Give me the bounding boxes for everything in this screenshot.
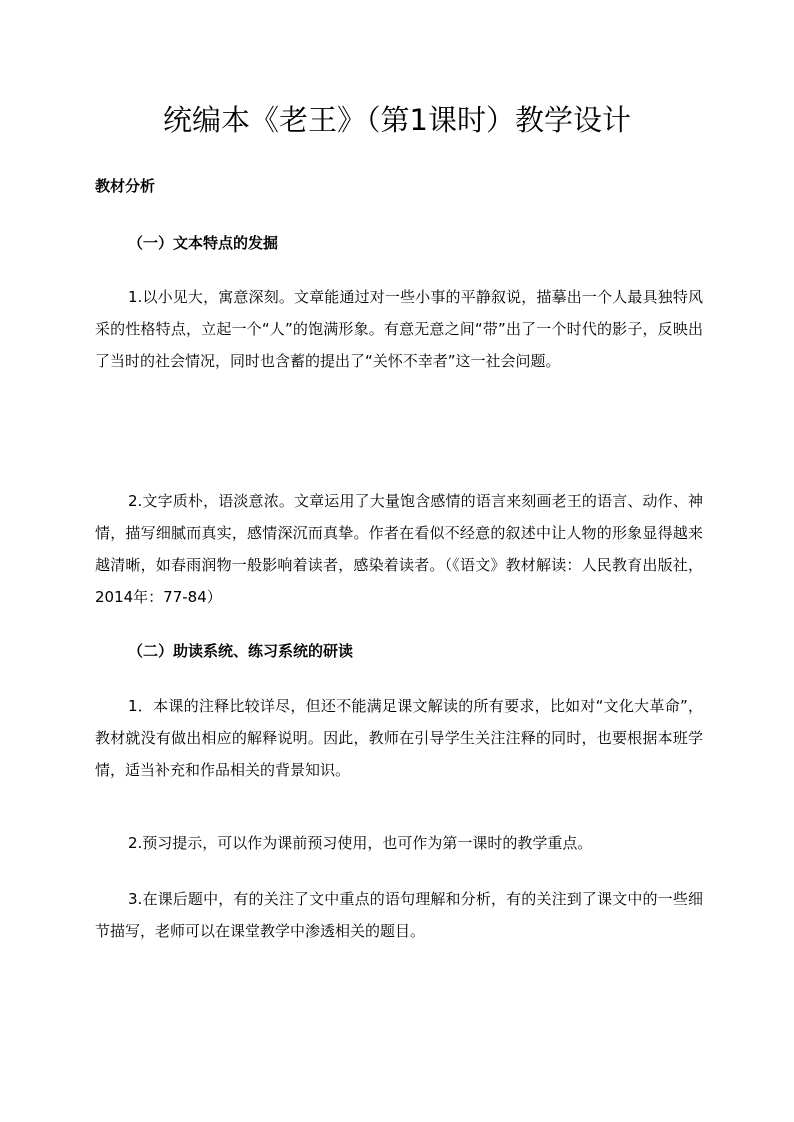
paragraph-reading-system-1: 1．本课的注释比较详尽，但还不能满足课文解读的所有要求，比如对“文化大革命”，教材就没有做出相应的解释说明。因此，教师在引导学生关注注释的同时，也要根据本班学情，适当补充和作品相关的背景知识。 (95, 697, 703, 779)
subsection-heading-text-features: （一）文本特点的发掘 (128, 234, 279, 252)
paragraph-reading-system-2: 2.预习提示，可以作为课前预习使用，也可作为第一课时的教学重点。 (128, 834, 593, 852)
paragraph-reading-system-3: 3.在课后题中，有的关注了文中重点的语句理解和分析，有的关注到了课文中的一些细节描写，老师可以在课堂教学中渗透相关的题目。 (95, 890, 703, 940)
subsection-heading-reading-systems: （二）助读系统、练习系统的研读 (128, 642, 354, 660)
document-title: 统编本《老王》（第1课时）教学设计 (163, 103, 631, 137)
section-heading-textbook-analysis: 教材分析 (95, 177, 156, 195)
paragraph-text-feature-2: 2.文字质朴，语淡意浓。文章运用了大量饱含感情的语言来刻画老王的语言、动作、神情，描写细腻而真实，感情深沉而真挚。作者在看似不经意的叙述中让人物的形象显得越来越清晰，如春雨润物一般影响着读者，感染着读者。（《语文》教材解读：人民教育出版社，2014年：77-84） (95, 492, 703, 606)
paragraph-text-feature-1: 1.以小见大，寓意深刻。文章能通过对一些小事的平静叙说，描摹出一个人最具独特风采的性格特点，立起一个“人”的饱满形象。有意无意之间“带”出了一个时代的影子，反映出了当时的社会情况，同时也含蓄的提出了“关怀不幸者”这一社会问题。 (95, 288, 703, 370)
